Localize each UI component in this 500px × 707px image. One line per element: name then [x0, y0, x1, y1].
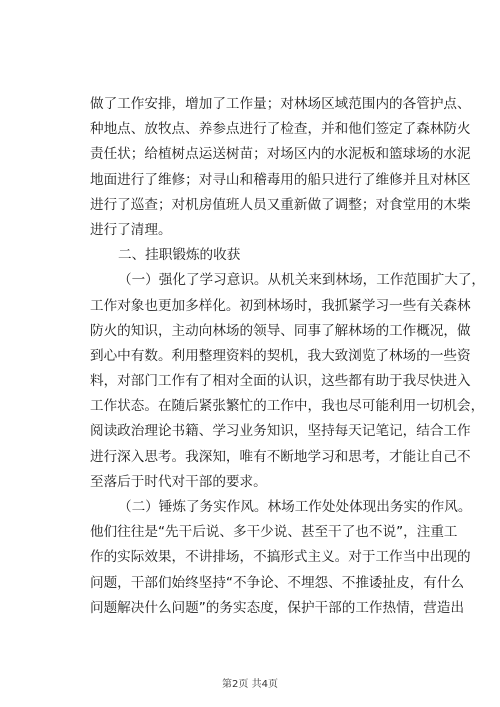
body-line: 问题，干部们始终坚持“不争论、不埋怨、不推诿扯皮，有什么: [90, 574, 465, 591]
section-heading: 二、挂职锻炼的收获: [118, 247, 241, 264]
body-line: 至落后于时代对干部的要求。: [90, 473, 267, 490]
body-line: 做了工作安排，增加了工作量；对林场区域范围内的各管护点、: [90, 96, 471, 112]
body-line: 料，对部门工作有了相对全面的认识，这些都有助于我尽快进入: [90, 373, 471, 390]
body-line: 工作状态。在随后紧张繁忙的工作中，我也尽可能利用一切机会，: [90, 398, 485, 415]
body-line: 责任状；给植树点运送树苗；对场区内的水泥板和篮球场的水泥: [90, 146, 471, 163]
body-line: 到心中有数。利用整理资料的契机，我大致浏览了林场的一些资: [90, 347, 471, 364]
page-footer: 第2页 共4页: [222, 679, 278, 690]
body-line: 问题解决什么问题”的务实态度，保护干部的工作热情，营造出: [90, 599, 465, 616]
body-line: 他们往往是“先干后说、多干少说、甚至干了也不说”，注重工: [90, 524, 458, 541]
body-line: 进行了巡查；对机房值班人员又重新做了调整；对食堂用的木柴: [90, 196, 471, 213]
body-line: 地面进行了维修；对寻山和稽毒用的船只进行了维修并且对林区: [90, 171, 471, 188]
body-line: 进行了清理。: [90, 221, 172, 238]
body-line: 防火的知识，主动向林场的领导、同事了解林场的工作概况，做: [90, 322, 471, 339]
document-body: [90, 92, 486, 621]
body-line: 阅读政治理论书籍、学习业务知识，坚持每天记笔记，结合工作: [90, 423, 471, 440]
body-line: 进行深入思考。我深知，唯有不断地学习和思考，才能让自己不: [90, 448, 471, 465]
body-line: 工作对象也更加多样化。初到林场时，我抓紧学习一些有关森林: [90, 297, 471, 314]
body-line: 作的实际效果，不讲排场，不搞形式主义。对于工作当中出现的: [90, 549, 471, 566]
body-line: 种地点、放牧点、养参点进行了检查，并和他们签定了森林防火: [90, 121, 471, 138]
body-line: （一）强化了学习意识。从机关来到林场，工作范围扩大了，: [118, 272, 486, 289]
body-line: （二）锤炼了务实作风。林场工作处处体现出务实的作风。: [118, 499, 472, 515]
